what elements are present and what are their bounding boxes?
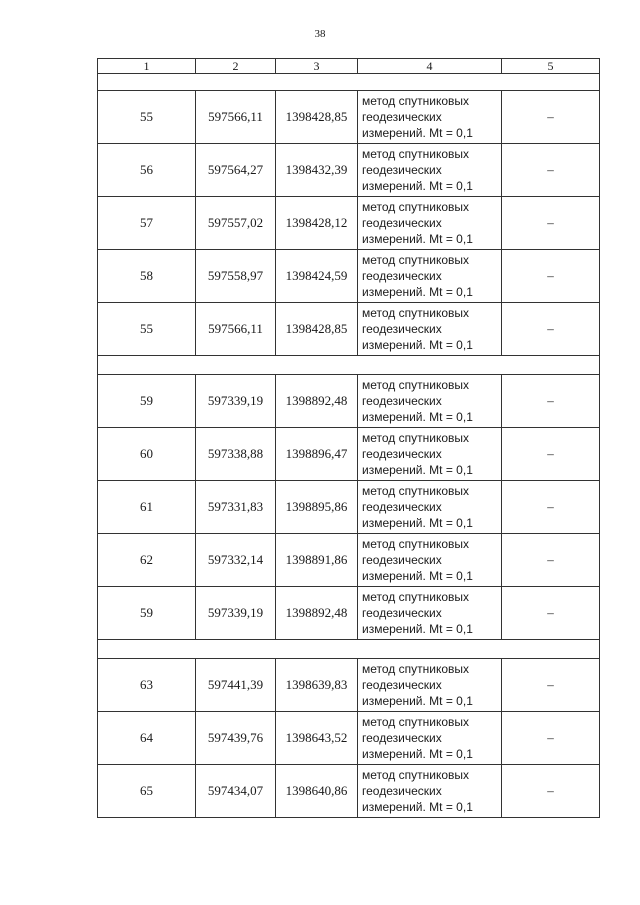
y-coordinate-cell: 1398639,83 bbox=[276, 659, 358, 712]
note-cell: – bbox=[502, 587, 600, 640]
note-cell: – bbox=[502, 712, 600, 765]
column-header-row bbox=[98, 59, 600, 74]
method-line: геодезических bbox=[362, 216, 442, 230]
column-header: 5 bbox=[502, 59, 600, 74]
x-coordinate-cell: 597558,97 bbox=[196, 250, 276, 303]
table-row bbox=[98, 197, 600, 250]
x-coordinate-cell: 597566,11 bbox=[196, 91, 276, 144]
coordinates-table bbox=[97, 58, 600, 818]
method-line: измерений. Mt = 0,1 bbox=[362, 285, 473, 299]
method-line: измерений. Mt = 0,1 bbox=[362, 179, 473, 193]
method-line: метод спутниковых bbox=[362, 200, 470, 214]
note-cell: – bbox=[502, 144, 600, 197]
note-cell: – bbox=[502, 659, 600, 712]
y-coordinate-cell: 1398892,48 bbox=[276, 375, 358, 428]
y-coordinate-cell: 1398432,39 bbox=[276, 144, 358, 197]
point-number-cell: 62 bbox=[98, 534, 196, 587]
x-coordinate-cell: 597339,19 bbox=[196, 375, 276, 428]
x-coordinate-cell: 597557,02 bbox=[196, 197, 276, 250]
x-coordinate-cell: 597332,14 bbox=[196, 534, 276, 587]
method-cell bbox=[358, 250, 502, 303]
x-coordinate-cell: 597439,76 bbox=[196, 712, 276, 765]
note-cell: – bbox=[502, 197, 600, 250]
note-cell: – bbox=[502, 481, 600, 534]
method-line: метод спутниковых bbox=[362, 253, 470, 267]
section-separator bbox=[98, 356, 600, 375]
y-coordinate-cell: 1398640,86 bbox=[276, 765, 358, 818]
method-cell bbox=[358, 659, 502, 712]
y-coordinate-cell: 1398891,86 bbox=[276, 534, 358, 587]
table-row bbox=[98, 144, 600, 197]
table-row bbox=[98, 712, 600, 765]
table-row bbox=[98, 765, 600, 818]
y-coordinate-cell: 1398428,12 bbox=[276, 197, 358, 250]
method-line: измерений. Mt = 0,1 bbox=[362, 126, 473, 140]
method-line: метод спутниковых bbox=[362, 768, 470, 782]
method-line: геодезических bbox=[362, 500, 442, 514]
method-line: измерений. Mt = 0,1 bbox=[362, 569, 473, 583]
method-line: измерений. Mt = 0,1 bbox=[362, 516, 473, 530]
method-line: метод спутниковых bbox=[362, 662, 470, 676]
method-line: измерений. Mt = 0,1 bbox=[362, 338, 473, 352]
method-line: геодезических bbox=[362, 731, 442, 745]
column-header: 1 bbox=[98, 59, 196, 74]
y-coordinate-cell: 1398428,85 bbox=[276, 303, 358, 356]
point-number-cell: 55 bbox=[98, 91, 196, 144]
x-coordinate-cell: 597338,88 bbox=[196, 428, 276, 481]
point-number-cell: 59 bbox=[98, 587, 196, 640]
method-line: геодезических bbox=[362, 163, 442, 177]
method-line: геодезических bbox=[362, 784, 442, 798]
y-coordinate-cell: 1398895,86 bbox=[276, 481, 358, 534]
y-coordinate-cell: 1398892,48 bbox=[276, 587, 358, 640]
method-line: метод спутниковых bbox=[362, 537, 470, 551]
method-line: геодезических bbox=[362, 678, 442, 692]
method-cell bbox=[358, 303, 502, 356]
method-cell bbox=[358, 428, 502, 481]
x-coordinate-cell: 597441,39 bbox=[196, 659, 276, 712]
y-coordinate-cell: 1398424,59 bbox=[276, 250, 358, 303]
method-line: метод спутниковых bbox=[362, 378, 470, 392]
table-row bbox=[98, 250, 600, 303]
table-body bbox=[98, 59, 600, 818]
method-cell bbox=[358, 712, 502, 765]
method-line: метод спутниковых bbox=[362, 715, 470, 729]
method-line: измерений. Mt = 0,1 bbox=[362, 622, 473, 636]
table-row bbox=[98, 428, 600, 481]
method-line: геодезических bbox=[362, 110, 442, 124]
section-separator-row bbox=[98, 640, 600, 659]
section-separator-row bbox=[98, 356, 600, 375]
method-cell bbox=[358, 534, 502, 587]
section-separator-row bbox=[98, 74, 600, 91]
method-line: метод спутниковых bbox=[362, 147, 470, 161]
point-number-cell: 64 bbox=[98, 712, 196, 765]
x-coordinate-cell: 597339,19 bbox=[196, 587, 276, 640]
note-cell: – bbox=[502, 250, 600, 303]
note-cell: – bbox=[502, 534, 600, 587]
method-cell bbox=[358, 375, 502, 428]
method-line: геодезических bbox=[362, 269, 442, 283]
table-row bbox=[98, 587, 600, 640]
column-header: 4 bbox=[358, 59, 502, 74]
page-number: 38 bbox=[314, 28, 326, 40]
method-cell bbox=[358, 765, 502, 818]
method-line: метод спутниковых bbox=[362, 484, 470, 498]
point-number-cell: 59 bbox=[98, 375, 196, 428]
column-header: 3 bbox=[276, 59, 358, 74]
method-line: метод спутниковых bbox=[362, 431, 470, 445]
point-number-cell: 57 bbox=[98, 197, 196, 250]
point-number-cell: 58 bbox=[98, 250, 196, 303]
point-number-cell: 60 bbox=[98, 428, 196, 481]
x-coordinate-cell: 597564,27 bbox=[196, 144, 276, 197]
method-line: измерений. Mt = 0,1 bbox=[362, 747, 473, 761]
method-line: метод спутниковых bbox=[362, 306, 470, 320]
table-row bbox=[98, 91, 600, 144]
y-coordinate-cell: 1398896,47 bbox=[276, 428, 358, 481]
section-separator bbox=[98, 74, 600, 91]
method-line: измерений. Mt = 0,1 bbox=[362, 694, 473, 708]
point-number-cell: 63 bbox=[98, 659, 196, 712]
method-line: измерений. Mt = 0,1 bbox=[362, 410, 473, 424]
method-line: метод спутниковых bbox=[362, 590, 470, 604]
table-row bbox=[98, 375, 600, 428]
point-number-cell: 61 bbox=[98, 481, 196, 534]
point-number-cell: 56 bbox=[98, 144, 196, 197]
table-row bbox=[98, 481, 600, 534]
y-coordinate-cell: 1398643,52 bbox=[276, 712, 358, 765]
method-cell bbox=[358, 91, 502, 144]
method-line: измерений. Mt = 0,1 bbox=[362, 232, 473, 246]
method-line: метод спутниковых bbox=[362, 94, 470, 108]
x-coordinate-cell: 597566,11 bbox=[196, 303, 276, 356]
table-row bbox=[98, 659, 600, 712]
y-coordinate-cell: 1398428,85 bbox=[276, 91, 358, 144]
point-number-cell: 55 bbox=[98, 303, 196, 356]
x-coordinate-cell: 597331,83 bbox=[196, 481, 276, 534]
method-line: измерений. Mt = 0,1 bbox=[362, 463, 473, 477]
x-coordinate-cell: 597434,07 bbox=[196, 765, 276, 818]
method-line: геодезических bbox=[362, 606, 442, 620]
note-cell: – bbox=[502, 91, 600, 144]
table-row bbox=[98, 303, 600, 356]
table-row bbox=[98, 534, 600, 587]
method-cell bbox=[358, 587, 502, 640]
note-cell: – bbox=[502, 303, 600, 356]
method-line: геодезических bbox=[362, 553, 442, 567]
section-separator bbox=[98, 640, 600, 659]
note-cell: – bbox=[502, 765, 600, 818]
method-line: геодезических bbox=[362, 447, 442, 461]
method-line: геодезических bbox=[362, 394, 442, 408]
method-cell bbox=[358, 144, 502, 197]
note-cell: – bbox=[502, 428, 600, 481]
method-cell bbox=[358, 481, 502, 534]
column-header: 2 bbox=[196, 59, 276, 74]
method-line: измерений. Mt = 0,1 bbox=[362, 800, 473, 814]
note-cell: – bbox=[502, 375, 600, 428]
method-line: геодезических bbox=[362, 322, 442, 336]
point-number-cell: 65 bbox=[98, 765, 196, 818]
method-cell bbox=[358, 197, 502, 250]
